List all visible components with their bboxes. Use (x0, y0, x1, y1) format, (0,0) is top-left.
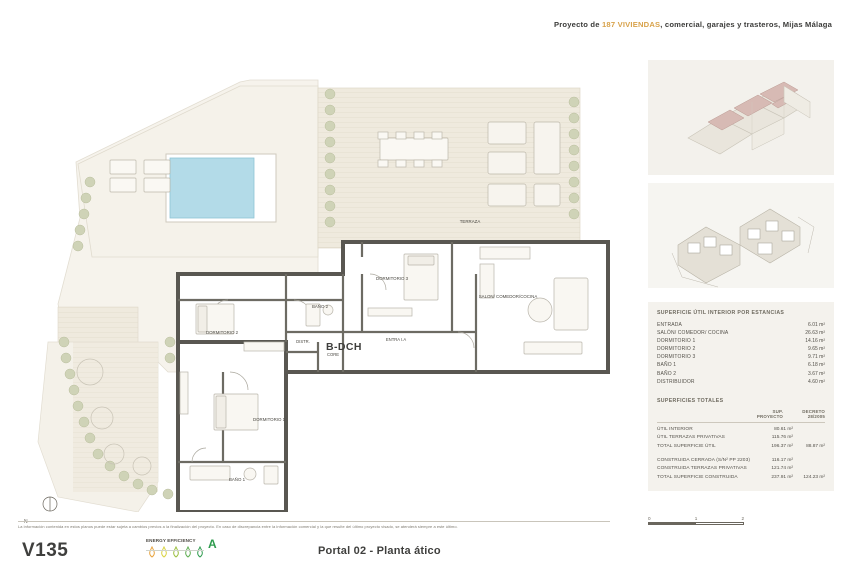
unit-label: B-DCH (326, 341, 362, 353)
area-label: DORMITORIO 1 (657, 338, 696, 345)
totals-label: CONSTRUIDA TERRAZAS PRIVATIVAS (657, 466, 747, 472)
energy-efficiency-badge (146, 538, 232, 564)
header-prefix: Proyecto de (554, 20, 602, 29)
flame-icons (146, 545, 208, 558)
totals-label: ÚTIL INTERIOR (657, 426, 693, 432)
scale-tick: 0 (648, 516, 651, 521)
area-label: DORMITORIO 2 (657, 346, 696, 353)
area-value: 9.65 m² (808, 346, 825, 353)
energy-efficiency-title: ENERGY EFFICIENCY (146, 538, 196, 543)
totals-row (657, 457, 825, 465)
scale-ticks (648, 516, 744, 521)
legal-disclaimer: La información contenida en estos planos puede estar sujeta a cambios previos a la finalización del proyecto. En caso de discrepancia entre la información comercial y la que resulte del último proyecto visado, se atenderá siempre a este último. (18, 524, 458, 529)
energy-divider (146, 550, 204, 551)
totals-title: SUPERFICIES TOTALES (657, 397, 724, 404)
building-3d-thumbnail (648, 60, 834, 175)
totals-column-header: DECRETO 28/2005 (802, 408, 825, 420)
totals-value-decreto: 124.23 m² (803, 474, 825, 480)
svg-text:DORMITORIO 1: DORMITORIO 1 (252, 417, 286, 422)
header-accent: 187 VIVIENDAS (601, 20, 661, 29)
area-value: 14.16 m² (805, 338, 825, 345)
unit-code: V135 (22, 540, 69, 561)
area-row (657, 353, 825, 361)
area-label: BAÑO 2 (657, 370, 677, 377)
area-value: 9.71 m² (808, 354, 825, 361)
area-row (657, 337, 825, 345)
project-header (554, 20, 832, 29)
footer-divider (18, 521, 610, 522)
area-row (657, 370, 825, 378)
svg-text:CORE: CORE (326, 352, 340, 357)
area-row (657, 329, 825, 337)
scale-tick: 1 (694, 516, 698, 521)
room-areas-title: SUPERFICIE ÚTIL INTERIOR POR ESTANCIAS (657, 310, 785, 316)
totals-value-proyecto: 115.76 m² (771, 435, 793, 441)
svg-text:DISTR.: DISTR. (296, 339, 310, 344)
totals-label: CONSTRUIDA CERRADA (S/N² PP 2203) (657, 457, 751, 463)
totals-value-proyecto: 80.61 m² (774, 426, 793, 432)
totals-label: TOTAL SUPERFICIE ÚTIL (657, 443, 716, 449)
totals-row (657, 434, 825, 442)
scale-segment (649, 523, 696, 524)
totals-panel (657, 398, 825, 482)
area-label: SALÓN/ COMEDOR/ COCINA (657, 330, 729, 337)
totals-label: ÚTIL TERRAZAS PRIVATIVAS (657, 435, 725, 441)
totals-label: TOTAL SUPERFICIE CONSTRUIDA (657, 474, 738, 480)
area-label: DISTRIBUIDOR (657, 378, 695, 385)
area-row (657, 321, 825, 329)
room-areas-panel (648, 302, 834, 491)
svg-text:DORMITORIO 2: DORMITORIO 2 (205, 330, 239, 335)
totals-row (657, 474, 825, 482)
area-value: 6.18 m² (808, 362, 825, 369)
area-row (657, 361, 825, 369)
site-key-plan-thumbnail (648, 183, 834, 288)
header-suffix: , comercial, garajes y trasteros, Mijas Málaga (660, 20, 832, 29)
totals-value-proyecto: 116.17 m² (771, 457, 793, 463)
energy-scale-icons (146, 545, 232, 558)
area-value: 3.67 m² (808, 370, 825, 377)
totals-value-proyecto: 237.91 m² (771, 474, 793, 480)
area-value: 26.63 m² (805, 330, 825, 337)
totals-value-proyecto: 121.74 m² (771, 466, 793, 472)
totals-value-decreto: 88.87 m² (806, 443, 825, 449)
scale-tick: 2 (741, 516, 744, 521)
energy-rating-letter: A (208, 537, 217, 551)
svg-text:SALON/ COMEDOR/COCINA: SALON/ COMEDOR/COCINA (478, 294, 538, 299)
totals-row (657, 443, 825, 451)
totals-row (657, 426, 825, 434)
area-label: DORMITORIO 3 (657, 354, 696, 361)
scale-segment (696, 523, 743, 524)
svg-text:ENTRA I.A: ENTRA I.A (385, 337, 407, 342)
svg-text:DORMITORIO 3: DORMITORIO 3 (375, 276, 409, 281)
portal-plan-title: Portal 02 - Planta ático (318, 545, 441, 557)
totals-header (657, 409, 825, 423)
floorplan-drawing (18, 42, 618, 512)
area-value: 6.01 m² (808, 322, 825, 328)
svg-text:BAÑO 1: BAÑO 1 (228, 477, 246, 482)
area-row (657, 378, 825, 386)
area-label: BAÑO 1 (657, 362, 677, 369)
scale-bar (648, 516, 788, 525)
area-row (657, 345, 825, 353)
north-label: N (24, 519, 28, 525)
area-label: ENTRADA (657, 322, 682, 328)
totals-column-header: SUP. PROYECTO (756, 408, 783, 420)
svg-text:BAÑO 2: BAÑO 2 (311, 304, 329, 309)
svg-text:TERRAZA: TERRAZA (459, 219, 481, 224)
totals-row (657, 465, 825, 473)
area-value: 4.60 m² (808, 378, 825, 385)
totals-value-proyecto: 196.37 m² (771, 443, 793, 449)
scale-bar-graphic (648, 522, 744, 525)
right-column (648, 60, 834, 491)
